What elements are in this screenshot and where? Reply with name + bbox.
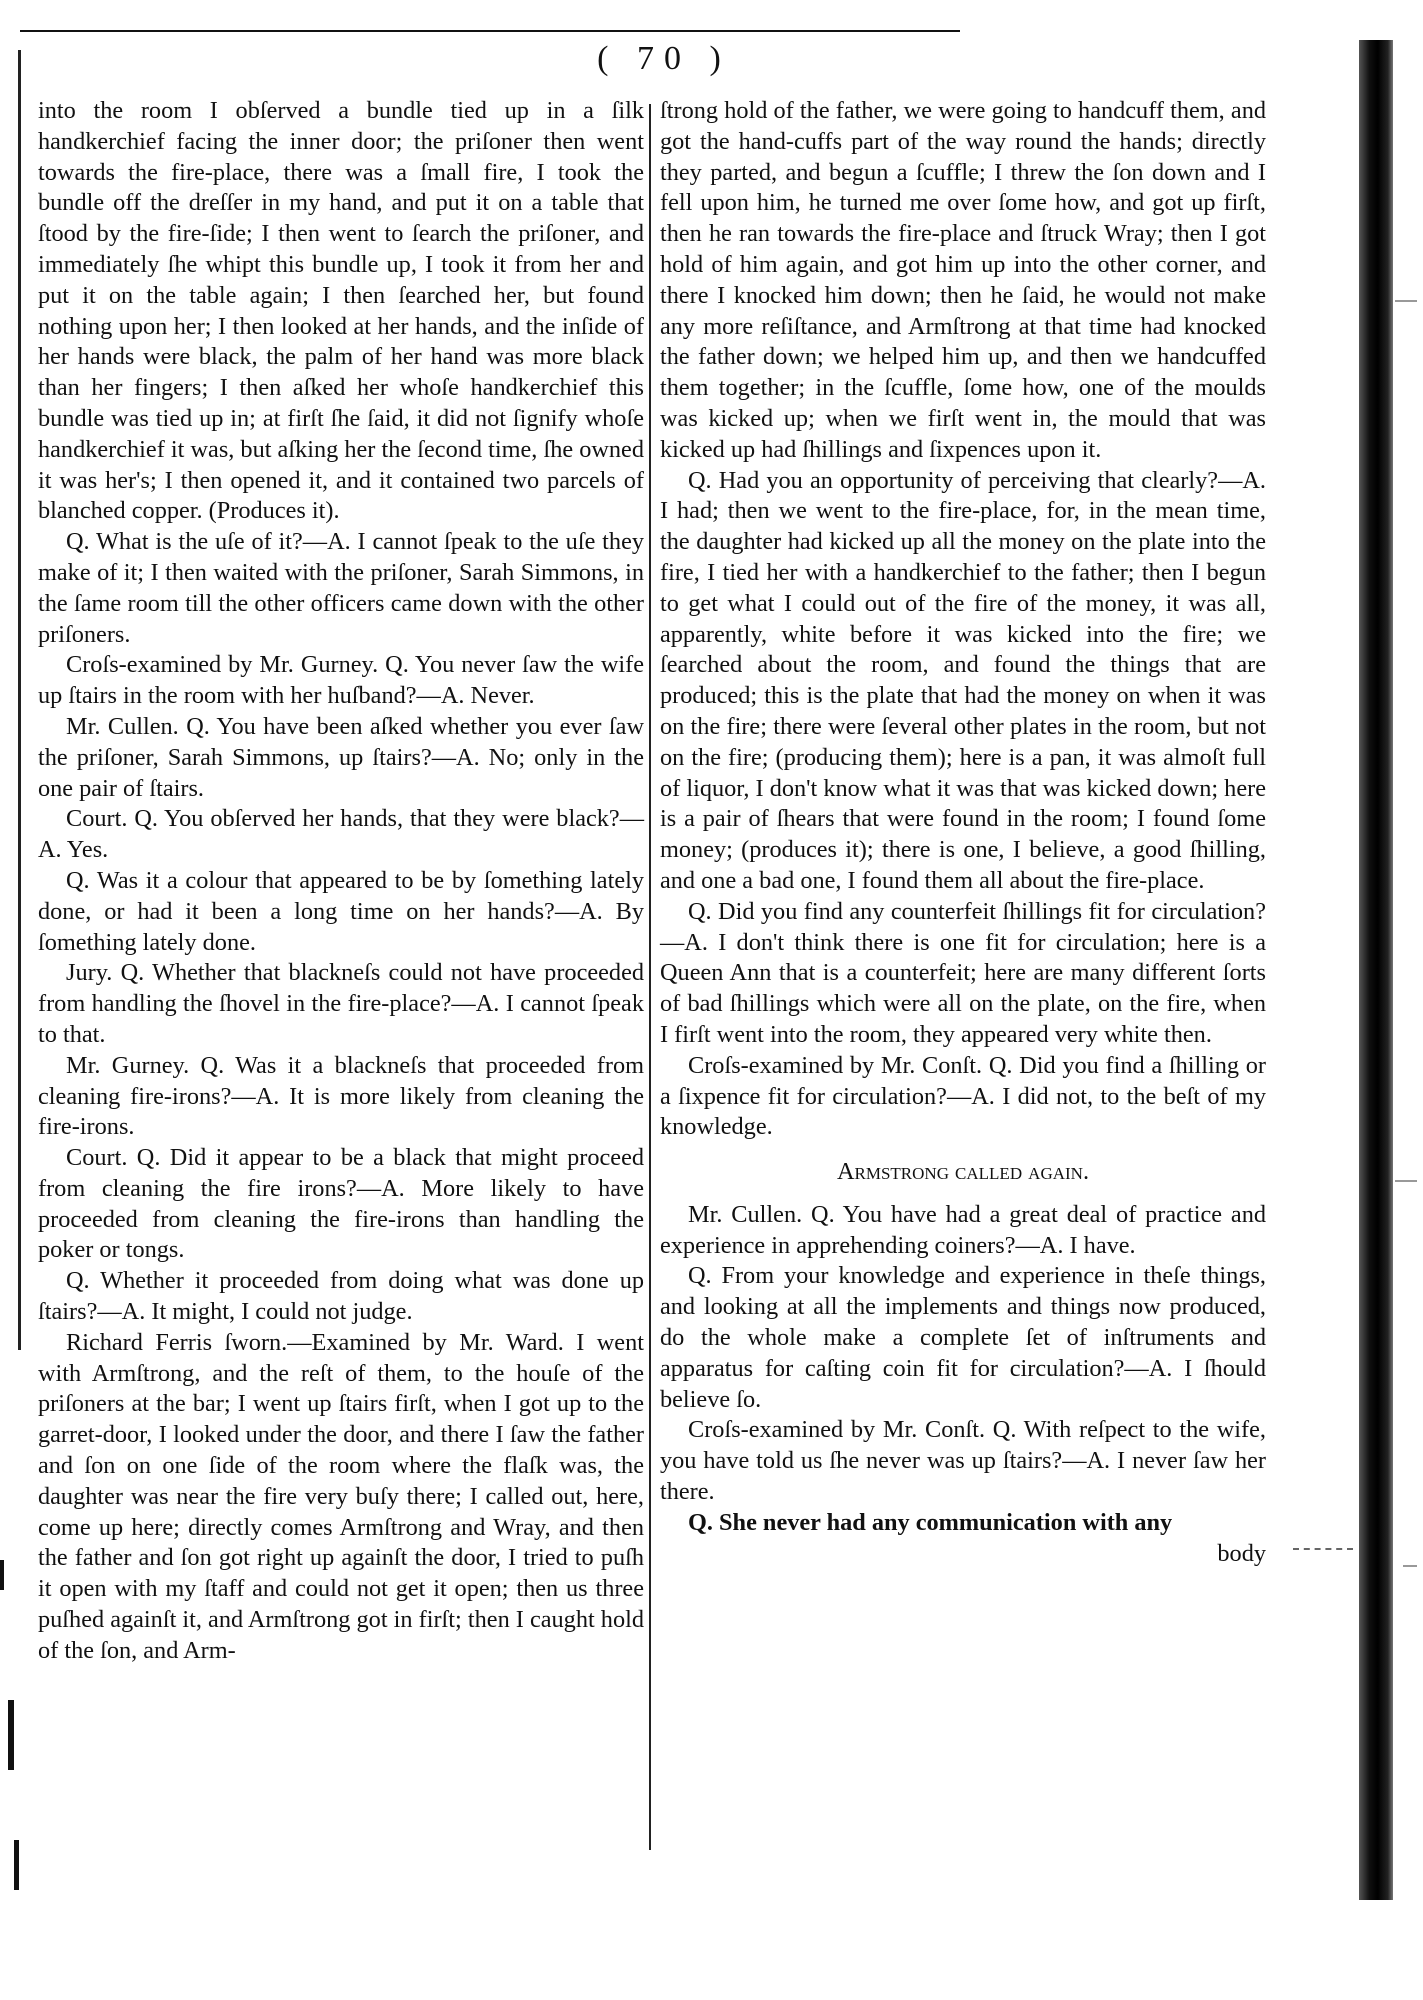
paragraph: Q. Was it a colour that appeared to be by ſomething lately done, or had it been a long time on her hands?—A. By ſomething lately done. — [38, 866, 644, 956]
paragraph: Mr. Cullen. Q. You have been aſked whether you ever ſaw the priſoner, Sarah Simmons, up ſtairs?—A. No; only in the one pair of ſtairs. — [38, 712, 644, 802]
paragraph: Q. From your knowledge and experience in theſe things, and looking at all the implements and things now produced, do the whole make a complete ſet of inſtruments and apparatus for caſting coin fit for circulation?—A. I ſhould believe ſo. — [660, 1262, 1266, 1413]
paragraph: Court. Q. You obſerved her hands, that they were black?—A. Yes. — [38, 805, 644, 864]
edge-speck — [1395, 1180, 1417, 1182]
paragraph: Q. Whether it proceeded from doing what was done up ſtairs?—A. It might, I could not judge. — [38, 1267, 644, 1326]
binding-mark — [14, 1840, 19, 1890]
paragraph: Mr. Cullen. Q. You have had a great deal of practice and experience in apprehending coiners?—A. I have. — [660, 1200, 1266, 1259]
edge-speck — [1395, 300, 1417, 302]
binding-mark — [8, 1700, 14, 1770]
left-column — [38, 96, 644, 1667]
page-number: ( 70 ) — [597, 40, 731, 77]
paragraph: Q. What is the uſe of it?—A. I cannot ſpeak to the uſe they make of it; I then waited with the priſoner, Sarah Simmons, in the ſame room till the other officers came down with the other priſoners. — [38, 528, 644, 648]
paragraph: Q. Had you an opportunity of perceiving that clearly?—A. I had; then we went to the fire-place, for, in the mean time, the daughter had kicked up all the money on the plate into the fire, I tied her with a handkerchief to the father; then I begun to get what I could out of the fire of the money, it was all, apparently, white before it was kicked into the fire; we ſearched about the room, and found the things that are produced; this is the plate that had the money on when it was on the fire; there were ſeveral other plates in the room, but not on the fire; (producing them); here is a pan, it was almoſt full of liquor, I don't know what it was that was kicked down; here is a pair of ſhears that were found in the room; I found ſome money; (produces it); there is one, I believe, a good ſhilling, and one a bad one, I found them all about the fire-place. — [660, 466, 1266, 894]
paragraph: Q. She never had any communication with any — [688, 1508, 1173, 1536]
binding-mark — [0, 1560, 4, 1590]
paragraph: Richard Ferris ſworn.—Examined by Mr. Ward. I went with Armſtrong, and the reſt of them, to the houſe of the priſoners at the bar; I went up ſtairs firſt, when I got up to the garret-door, I looked under the door, and there I ſaw the father and ſon on one ſide of the room where the flaſk was, the daughter was near the fire very buſy there; I called out, here, come up here; directly comes Armſtrong and Wray, and then the father and ſon got right up againſt the door, I tried to puſh it open with my ſtaff and could not get it open; then us three puſhed againſt it, and Armſtrong got in firſt; then I caught hold of the ſon, and Arm- — [38, 1328, 644, 1664]
paragraph: into the room I obſerved a bundle tied up in a ſilk handkerchief facing the inner door; the priſoner then went towards the fire-place, there was a ſmall fire, I took the bundle off the dreſſer in my hand, and put it on a table that ſtood by the fire-ſide; I then went to ſearch the priſoner, and immediately ſhe whipt this bundle up, I took it from her and put it on the table again; I then ſearched her, but found nothing upon her; I then looked at her hands, and the inſide of her hands were black, the palm of her hand was more black than her fingers; I then aſked her whoſe handkerchief this bundle was tied up in; at firſt ſhe ſaid, it did not ſignify whoſe handkerchief it was, but aſking her the ſecond time, ſhe owned it was her's; I then opened it, and it contained two parcels of blanched copper. (Produces it). — [38, 97, 644, 525]
top-rule — [20, 30, 960, 32]
paragraph: Jury. Q. Whether that blackneſs could not have proceeded from handling the ſhovel in the fire-place?—A. I cannot ſpeak to that. — [38, 959, 644, 1048]
catchword: body — [1217, 1539, 1266, 1567]
paragraph: Mr. Gurney. Q. Was it a blackneſs that proceeded from cleaning fire-irons?—A. It is more likely from cleaning the fire-irons. — [38, 1051, 644, 1141]
right-column — [660, 96, 1266, 1569]
edge-speck — [1403, 1565, 1417, 1567]
left-margin-rule — [18, 50, 21, 1350]
edge-dash — [1293, 1548, 1353, 1550]
paragraph: Croſs-examined by Mr. Conſt. Q. Did you find a ſhilling or a ſixpence fit for circulation?—A. I did not, to the beſt of my knowledge. — [660, 1051, 1266, 1141]
page-edge-shadow — [1359, 40, 1393, 1900]
paragraph: Q. Did you find any counterfeit ſhillings fit for circulation?—A. I don't think there is one fit for circulation; here is a Queen Ann that is a counterfeit; here are many different ſorts of bad ſhillings which were all on the plate, on the fire, when I firſt went into the room, they appeared very white then. — [660, 897, 1266, 1048]
paragraph: Croſs-examined by Mr. Conſt. Q. With reſpect to the wife, you have told us ſhe never was up ſtairs?—A. I never ſaw her there. — [660, 1416, 1266, 1506]
section-heading: Armstrong called again. — [836, 1158, 1090, 1186]
paragraph: Court. Q. Did it appear to be a black that might proceed from cleaning the fire irons?—A. More likely to have proceeded from cleaning the fire-irons than handling the poker or tongs. — [38, 1144, 644, 1264]
paragraph: ſtrong hold of the father, we were going to handcuff them, and got the hand-cuffs part of the way round the hands; directly they parted, and begun a ſcuffle; I threw the ſon down and I fell upon him, he turned me over ſome how, and got up firſt, then he ran towards the fire-place and ſtruck Wray; then I got hold of him again, and got him up into the other corner, and there I knocked him down; then he ſaid, he would not make any more reſiſtance, and Armſtrong at that time had knocked the father down; we helped him up, and then we handcuffed them together; in the ſcuffle, ſome how, one of the moulds was kicked up; when we firſt went in, the mould that was kicked up had ſhillings and ſixpences upon it. — [660, 97, 1266, 463]
column-divider — [649, 104, 651, 1850]
paragraph: Croſs-examined by Mr. Gurney. Q. You never ſaw the wife up ſtairs in the room with her huſband?—A. Never. — [38, 651, 644, 710]
